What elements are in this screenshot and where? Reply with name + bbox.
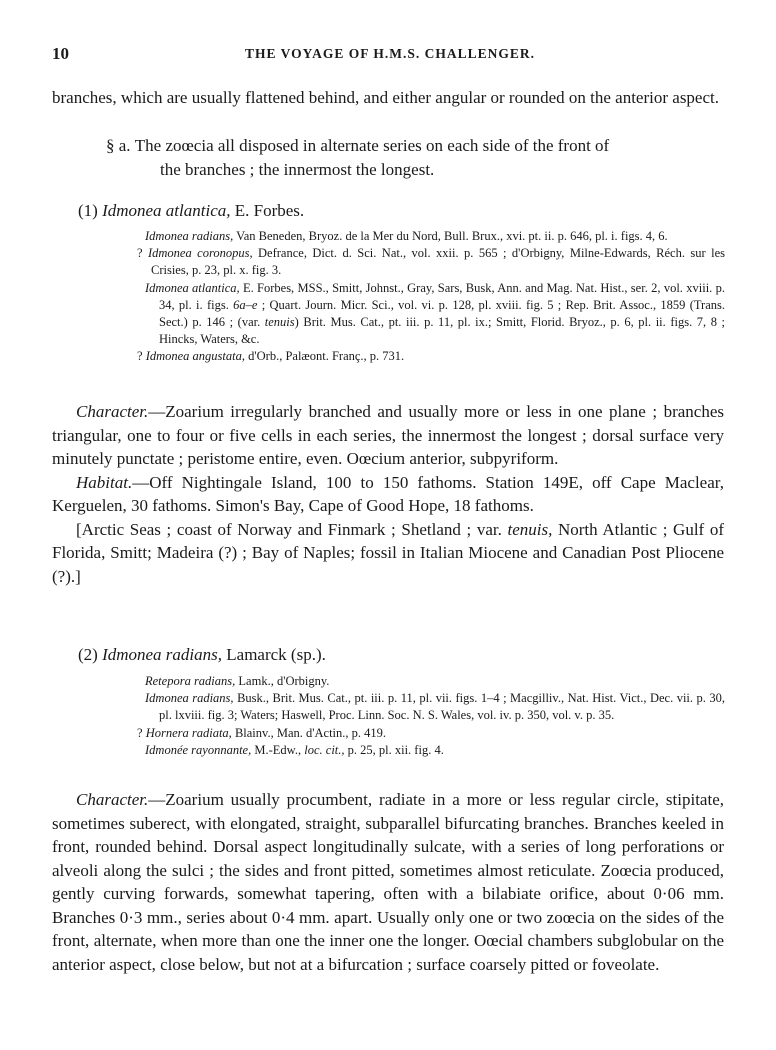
synonym-citation: E. Forbes, MSS., Smitt, Johnst., Gray, Sars, Busk, Ann. and Mag. Nat. Hist., ser. 2, vol. xviii. p. 34, pl. i. figs. [159, 280, 725, 312]
synonym-citation: ) Brit. Mus. Cat., pt. iii. p. 11, pl. ix.; Smitt, Florid. Bryoz., p. 6, pl. ii. figs. 7, 8 ; Hincks, Waters, &c. [159, 315, 726, 347]
section-a-line2: the branches ; the innermost the longest. [160, 159, 435, 179]
character-text: —Zoarium irregularly branched and usually more or less in one plane ; branches triangular, one to four or five cells in each series, the innermost the longest ; dorsal surface very minutely punctate ; peristome entire, even. Oœcium anterior, subpyriform. [52, 402, 724, 468]
distribution-paragraph [52, 518, 724, 589]
query-mark: ? [137, 725, 146, 740]
distribution-text: [Arctic Seas ; coast of Norway and Finmark ; Shetland ; var. [76, 519, 502, 539]
species-authority: Lamarck (sp.). [226, 645, 326, 664]
distribution-text: North Atlantic ; Gulf of Florida, Smitt; Madeira (?) ; Bay of Naples; fossil in Italian Miocene and Canadian Post Pliocene (?).] [52, 519, 724, 586]
synonym-citation: Blainv., Man. d'Actin., p. 419. [234, 725, 387, 740]
character-label: Character. [76, 402, 149, 421]
character-paragraph [52, 788, 724, 976]
species-name: Idmonea radians, [102, 645, 223, 664]
synonym-name: Retepora radians, [145, 674, 236, 688]
synonym-entry [145, 690, 725, 724]
running-head: THE VOYAGE OF H.M.S. CHALLENGER. [244, 46, 536, 61]
species-authority: E. Forbes. [234, 201, 305, 220]
section-a-paragraph [106, 134, 724, 181]
synonym-entry [145, 280, 725, 349]
synonym-citation: Lamk., d'Orbigny. [238, 674, 330, 688]
species-2-heading [78, 645, 326, 665]
species-number: (1) [78, 201, 98, 220]
synonym-citation: Van Beneden, Bryoz. de la Mer du Nord, Bull. Brux., xvi. pt. ii. p. 646, pl. i. figs. 4, 6. [236, 229, 668, 243]
synonym-citation: Busk., Brit. Mus. Cat., pt. iii. p. 11, pl. vii. figs. 1–4 ; Macgilliv., Nat. Hist. Vict., Dec. vii. p. 30, pl. lxviii. fig. 3; Waters; Haswell, Proc. Linn. Soc. N. S. Wales, vol. iv. p. 350, vol. v. p. 35. [159, 691, 725, 723]
habitat-label: Habitat. [76, 472, 133, 492]
synonym-name: Hornera radiata, [145, 725, 232, 740]
species-1-description [52, 400, 724, 588]
synonym-citation: M.-Edw., [254, 742, 302, 757]
species-1-synonymy [137, 228, 726, 366]
species-2-description [52, 788, 724, 976]
synonym-citation: p. 25, pl. xii. fig. 4. [347, 742, 444, 757]
species-name: Idmonea atlantica, [102, 201, 231, 220]
distribution-variety: tenuis, [507, 519, 553, 539]
synonym-name: Idmonea coronopus, [147, 246, 253, 261]
synonym-name: Idmonea radians, [145, 691, 234, 706]
section-marker: § a. [106, 136, 131, 155]
synonym-name: Idmonea atlantica, [145, 280, 240, 295]
page-header [52, 44, 728, 66]
species-1-heading [78, 201, 304, 221]
synonym-entry [137, 725, 725, 742]
query-mark: ? [137, 246, 148, 261]
query-mark: ? [137, 349, 146, 364]
page-number: 10 [52, 44, 69, 63]
synonym-entry [137, 348, 725, 365]
synonym-entry [145, 673, 725, 690]
species-2-synonymy [137, 673, 725, 759]
character-label: Character. [76, 790, 149, 809]
synonym-citation: d'Orb., Palæont. Franç., p. 731. [248, 349, 405, 364]
intro-paragraph: branches, which are usually flattened behind, and either angular or rounded on the anterior aspect. [52, 88, 719, 107]
habitat-text: —Off Nightingale Island, 100 to 150 fathoms. Station 149E, off Cape Maclear, Kerguelen, 30 fathoms. Simon's Bay, Cape of Good Hope, 18 fathoms. [52, 472, 724, 515]
synonym-entry [145, 742, 725, 759]
character-text: —Zoarium usually procumbent, radiate in a more or less regular circle, stipitate, sometimes suberect, with elongated, straight, subparallel bifurcating branches. Branches keeled in front, rounded behind. Dorsal aspect longitudinally sulcate, with a series of long perforations or alveoli along the sulci ; the sides and front pitted, sometimes almost reticulate. Zoœcia produced, gently curving forwards, somewhat tapering, often with a bilabiate orifice, about 0·06 mm. Branches 0·3 mm., series about 0·4 mm. apart. Usually only one or two zoœcia on the sides of the front, alternate, when more than one the inner one the longer. Oœcial chambers subglobular on the anterior aspect, close below, but not at a bifurcation ; surface coarsely pitted or foveolate. [52, 790, 724, 974]
species-number: (2) [78, 645, 98, 664]
section-a-line1: The zoœcia all disposed in alternate series on each side of the front of [134, 136, 610, 155]
habitat-paragraph [52, 471, 724, 518]
synonym-entry [137, 245, 725, 279]
synonym-name: Idmonea angustata, [145, 349, 245, 364]
synonym-citation: Defrance, Dict. d. Sci. Nat., vol. xxii. p. 565 ; d'Orbigny, Milne-Edwards, Réch. sur les Crisies, p. 23, pl. x. fig. 3. [151, 246, 725, 278]
synonym-citation: ; Quart. Journ. Micr. Sci., vol. vi. p. 128, pl. xviii. fig. 5 ; Rep. Brit. Assoc., 1859 (Trans. Sect.) p. 146 ; (var. [159, 297, 725, 330]
synonym-variety: tenuis [264, 315, 295, 330]
synonym-loc-cit: loc. cit., [304, 742, 345, 757]
synonym-figure-ref: 6a–e [233, 297, 258, 312]
synonym-name: Idmonea radians, [145, 229, 234, 243]
synonym-entry [145, 228, 725, 245]
synonym-name: Idmonée rayonnante, [145, 742, 252, 757]
character-paragraph [52, 400, 724, 471]
